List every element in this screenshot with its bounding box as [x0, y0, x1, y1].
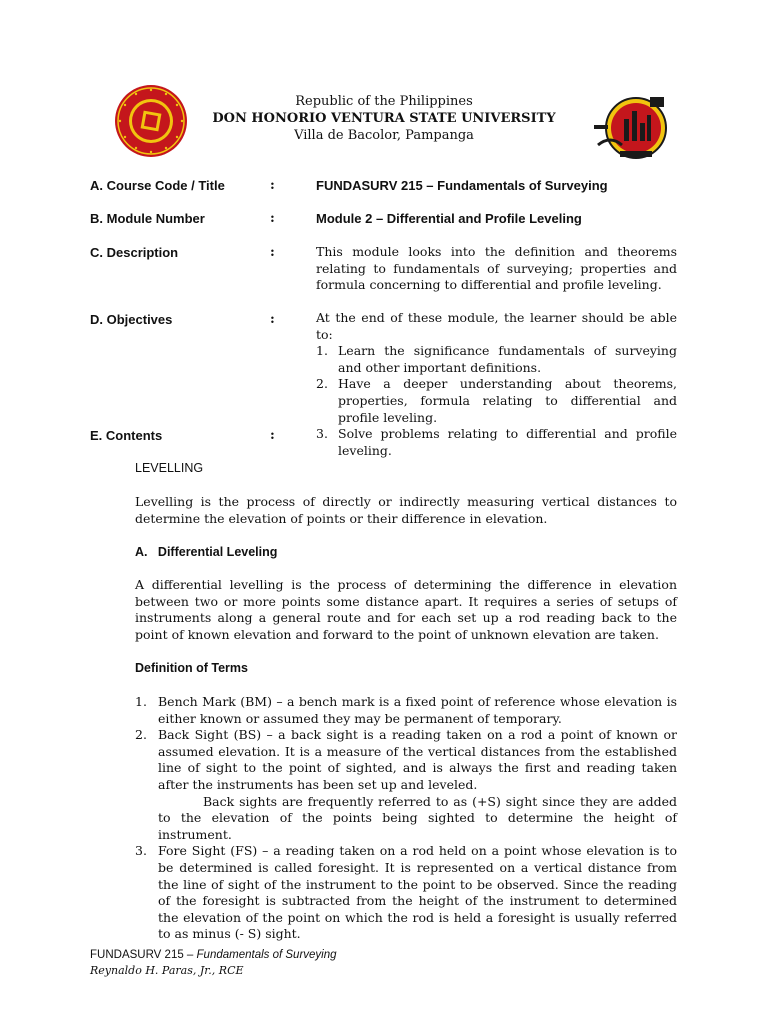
terms-list [135, 694, 677, 943]
objective-item: 2. Have a deeper understanding about theorems, properties, formula relating to differential and profile leveling. [316, 376, 677, 425]
objectives-colon: : [270, 312, 275, 327]
contents-colon: : [270, 428, 275, 443]
module-value: Module 2 – Differential and Profile Leveling [316, 211, 582, 226]
differential-heading: A. Differential Leveling [135, 545, 278, 559]
university-name: DON HONORIO VENTURA STATE UNIVERSITY [212, 111, 556, 126]
objective-item: 1. Learn the significance fundamentals of surveying and other important definitions. [316, 343, 677, 375]
description-label: C. Description [90, 245, 179, 260]
objectives-intro: At the end of these module, the learner should be able to: [316, 310, 677, 342]
levelling-heading: LEVELLING [135, 461, 204, 475]
objectives-label: D. Objectives [90, 312, 173, 327]
course-label: A. Course Code / Title [90, 178, 225, 193]
term-item-back-sight: 2. Back Sight (BS) – a back sight is a reading taken on a rod a point of known or assumed elevation. It is a measure of the vertical distances from the established line of sight to the point of sighted, and is always the first and reading taken after the instruments has been set up and leveled. Back sights are frequently referred to as (+S) sight since they are added to the elevation of the points being sighted to determine the height of instrument. [135, 727, 677, 842]
module-label: B. Module Number [90, 211, 205, 226]
college-seal-icon [590, 95, 674, 161]
university-seal-icon [114, 84, 188, 158]
back-sight-note: Back sights are frequently referred to as (+S) sight since they are added to the elevation of the points being sighted to determine the height of instrument. [158, 793, 677, 842]
republic-line: Republic of the Philippines [295, 94, 473, 109]
footer-course-title: Fundamentals of Surveying [196, 949, 337, 961]
terms-heading: Definition of Terms [135, 661, 248, 675]
contents-label: E. Contents [90, 428, 163, 443]
footer-course-code: FUNDASURV 215 – [90, 949, 197, 961]
description-colon: : [270, 245, 275, 260]
footer-author: Reynaldo H. Paras, Jr., RCE [90, 964, 244, 977]
university-header [200, 94, 568, 144]
university-address: Villa de Bacolor, Pampanga [294, 128, 474, 143]
levelling-paragraph: Levelling is the process of directly or indirectly measuring vertical distances to determine the elevation of points or their difference in elevation. [135, 494, 677, 526]
course-value: FUNDASURV 215 – Fundamentals of Surveying [316, 178, 608, 193]
course-colon: : [270, 178, 275, 193]
objectives-block [316, 310, 677, 459]
objectives-list [316, 343, 677, 459]
objective-item: 3. Solve problems relating to differential and profile leveling. [316, 426, 677, 458]
page-footer [90, 948, 337, 978]
description-value: This module looks into the definition and theorems relating to fundamentals of surveying; properties and formula concerning to differential and profile leveling. [316, 244, 677, 293]
differential-paragraph: A differential levelling is the process of determining the difference in elevation between two or more points some distance apart. It requires a series of setups of instruments along a general route and for each set up a rod reading back to the point of known elevation and forward to the point of unknown elevation are taken. [135, 577, 677, 642]
term-item-bench-mark: 1. Bench Mark (BM) – a bench mark is a fixed point of reference whose elevation is either known or assumed they may be permanent of temporary. [135, 694, 677, 726]
module-colon: : [270, 211, 275, 226]
term-item-fore-sight: 3. Fore Sight (FS) – a reading taken on a rod held on a point whose elevation is to be determined is called foresight. It is represented on a vertical distance from the line of sight of the instrument to the point to be observed. Since the reading of the foresight is subtracted from the height of the instrument to determined the elevation of the point on which the rod is held a foresight is usually referred to as minus (- S) sight. [135, 843, 677, 942]
